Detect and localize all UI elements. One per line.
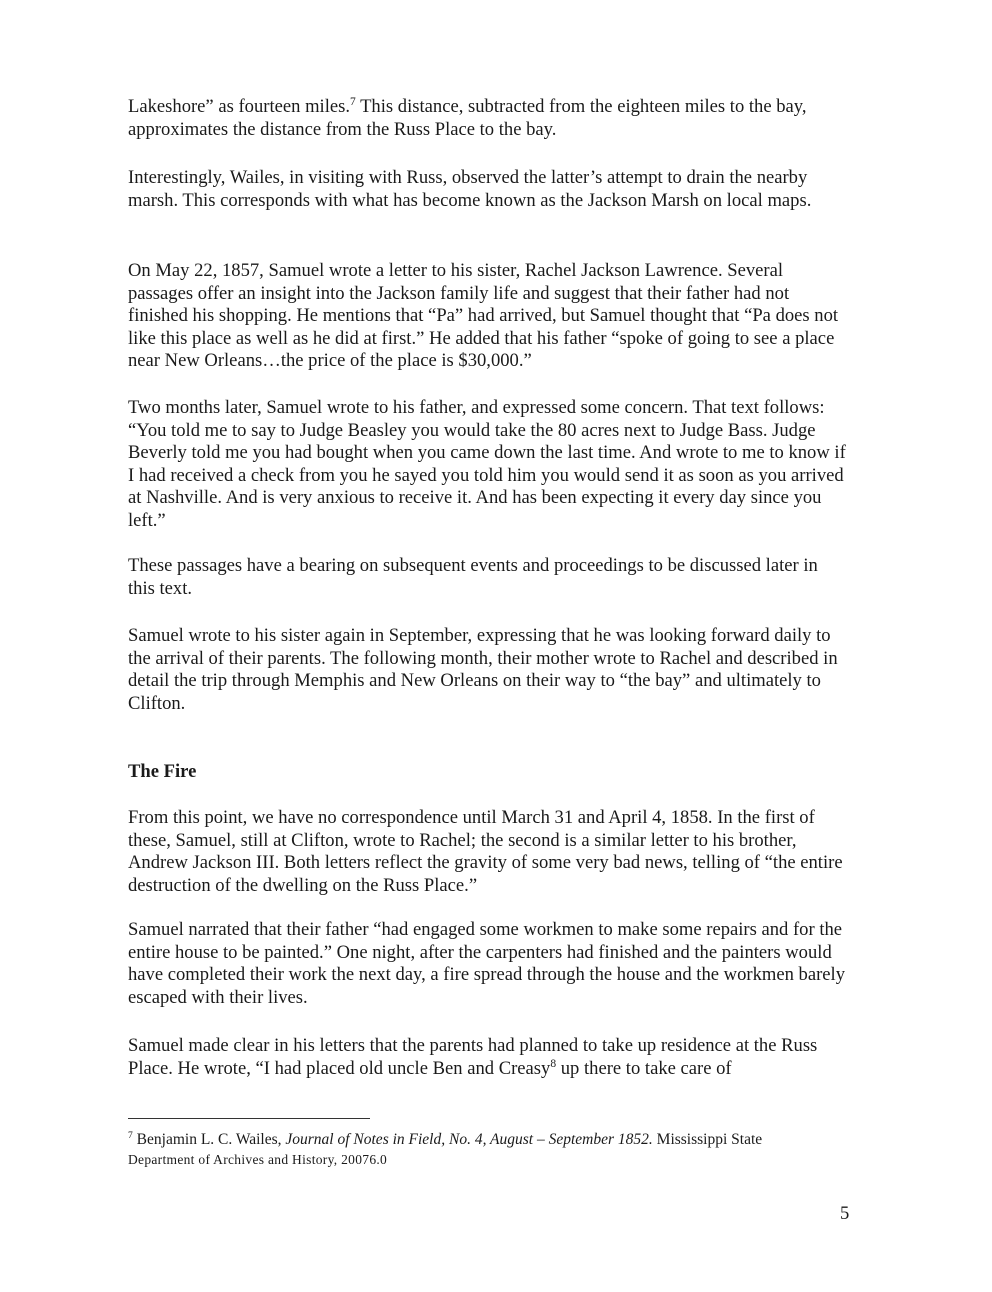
page-number: 5 [840,1203,850,1224]
paragraph-lakeshore [128,96,848,141]
paragraph-two-months-later: Two months later, Samuel wrote to his father, and expressed some concern. That text follows: “You told me to say to Judge Beasley you would take the 80 acres next to Judge Bass. Judge Beverly told me you had bought when you came down the last time. And wrote to me to know if I had received a check from you he sayed you told him you would send it as soon as you arrived at Nashville. And is very anxious to receive it. And has been expecting it every day since you left.” [128,397,846,531]
footnote-reference-7: 7 [350,95,356,108]
paragraph-text: This distance, subtracted from the eighteen miles to the bay, approximates the distance from the Russ Place to the bay. [128,96,807,140]
paragraph-workmen: Samuel narrated that their father “had engaged some workmen to make some repairs and for the entire house to be painted.” One night, after the carpenters had finished and the painters would have completed their work the next day, a fire spread through the house and the workmen barely escaped with their lives. [128,919,845,1008]
paragraph-text: up there to take care of [556,1057,732,1079]
footnote-author: Benjamin L. C. Wailes, [132,1131,286,1148]
footnote-divider [128,1118,370,1119]
footnote-7 [128,1130,848,1169]
paragraph-bearing: These passages have a bearing on subsequent events and proceedings to be discussed later in this text. [128,555,818,599]
paragraph-residence [128,1035,848,1080]
paragraph-wailes-marsh: Interestingly, Wailes, in visiting with Russ, observed the latter’s attempt to drain the nearby marsh. This corresponds with what has become known as the Jackson Marsh on local maps. [128,167,812,211]
footnote-marker: 7 [128,1129,133,1141]
footnote-reference-8: 8 [550,1057,557,1070]
paragraph-correspondence: From this point, we have no correspondence until March 31 and April 4, 1858. In the first of these, Samuel, still at Clifton, wrote to Rachel; the second is a similar letter to his brother, Andrew Jackson III. Both letters reflect the gravity of some very bad news, telling of “the entire destruction of the dwelling on the Russ Place.” [128,807,843,896]
footnote-archive: Department of Archives and History, 20076.0 [128,1151,388,1167]
paragraph-text: Samuel made clear in his letters that the parents had planned to take up residence at the Russ Place. He wrote, “I had placed old uncle Ben and Creasy [128,1035,818,1079]
paragraph-september: Samuel wrote to his sister again in September, expressing that he was looking forward daily to the arrival of their parents. The following month, their mother wrote to Rachel and described in detail the trip through Memphis and New Orleans on their way to “the bay” and ultimately to Clifton. [128,625,838,714]
footnote-title: Journal of Notes in Field, No. 4, August – September 1852. [285,1131,653,1148]
footnote-publisher: Mississippi State [652,1131,763,1148]
paragraph-may-letter: On May 22, 1857, Samuel wrote a letter to his sister, Rachel Jackson Lawrence. Several passages offer an insight into the Jackson family life and suggest that their father had not finished his shopping. He mentions that “Pa” had arrived, but Samuel thought that “Pa does not like this place as well as he did at first.” He added that his father “spoke of going to see a place near New Orleans…the price of the place is $30,000.” [128,260,839,372]
section-heading: The Fire [128,761,197,782]
paragraph-text: Lakeshore” as fourteen miles. [128,96,350,117]
